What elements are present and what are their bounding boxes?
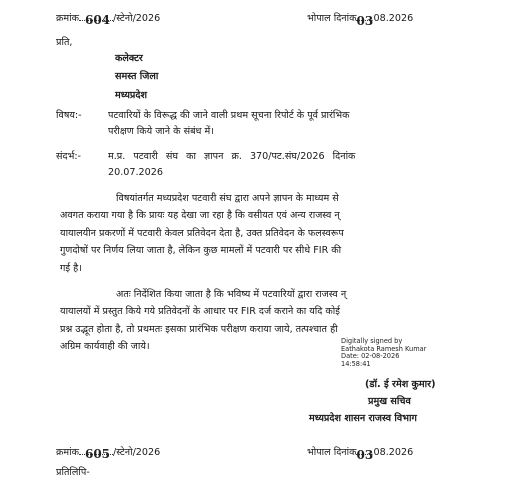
digital-signature-line: Date: 02-08-2026 [341, 352, 400, 361]
addressee-line-1: कलेक्टर [115, 53, 143, 64]
paragraph-1-line: विषयांतर्गत मध्यप्रदेश पटवारी संघ द्वारा अपने ज्ञापन के माध्यम से [116, 193, 339, 204]
date-rest: .08.2026 [370, 13, 414, 24]
paragraph-2-line: अतः निर्देशित किया जाता है कि भविष्य में पटवारियों द्वारा राजस्व न् [116, 289, 347, 300]
paragraph-2-line: अग्रिम कार्यवाही की जाये। [60, 341, 150, 353]
order-number-line [56, 13, 160, 25]
reference-line-1: म.प्र. पटवारी संघ का ज्ञापन क्र. 370/पट.संघ/2026 दिनांक [108, 151, 356, 162]
paragraph-1 [60, 190, 344, 277]
order-number-suffix: /स्टेनो/2026 [112, 13, 161, 24]
place-date-line [307, 13, 414, 28]
reference-line-2: 20.07.2026 [108, 167, 163, 178]
digital-signature [341, 338, 426, 368]
subject-label: विषय:- [56, 110, 82, 121]
addressee-line-2: समस्त जिला [115, 71, 159, 82]
order-number-label: क्रमांक [56, 13, 79, 24]
place-date-line-2 [307, 447, 414, 462]
order-number-suffix-2: /स्टेनो/2026 [112, 447, 161, 458]
order-number-line-2 [56, 447, 160, 459]
date-rest-2: .08.2026 [370, 447, 414, 458]
place-date-label: भोपाल दिनांक [307, 13, 357, 24]
paragraph-1-line: गई है। [60, 262, 82, 274]
signatory-name: (डॉ. ई रमेश कुमार) [365, 379, 436, 390]
addressee-line-3: मध्यप्रदेश [115, 90, 147, 101]
reference-label: संदर्भ:- [56, 151, 82, 162]
subject-line-2: परीक्षण किये जाने के संबंध में। [108, 126, 214, 137]
paragraph-1-line: अवगत कराया गया है कि प्रायः यह देखा जा रहा है कि वसीयत एवं अन्य राजस्व न् [60, 210, 340, 222]
copy-to-label: प्रतिलिपि- [56, 467, 90, 478]
digital-signature-line: Eathakota Ramesh Kumar [341, 344, 427, 353]
paragraph-2-line: यायालयों में प्रस्तुत किये गये प्रतिवेदनों के आधार पर FIR दर्ज कराने का यदि कोई [60, 306, 340, 318]
place-date-label-2: भोपाल दिनांक [307, 447, 357, 458]
paragraph-1-line: यायालयीन प्रकरणों में पटवारी केवल प्रतिवेदन देता है, उक्त प्रतिवेदन के फलस्वरूप [60, 227, 344, 239]
date-day-handwritten: 03 [356, 14, 374, 28]
date-day-handwritten-2: 03 [356, 448, 374, 462]
subject-line-1: पटवारियों के विरूद्ध की जाने वाली प्रथम सूचना रिपोर्ट के पूर्व प्रारंभिक [108, 110, 350, 121]
paragraph-2-line: प्रश्न उद्भूत होता है, तो प्रथमतः इसका प्रारंभिक परीक्षण कराया जाये, तत्पश्चात ही [60, 323, 338, 335]
paragraph-2 [60, 286, 346, 356]
paragraph-1-line: गुणदोषों पर निर्णय लिया जाता है, लेकिन कुछ मामलों में पटवारी पर सीधे FIR की [60, 245, 342, 257]
signatory-department: मध्यप्रदेश शासन राजस्व विभाग [309, 413, 417, 424]
order-number-label-2: क्रमांक [56, 447, 79, 458]
digital-signature-line: 14:58:41 [341, 359, 371, 368]
order-number-handwritten: 604 [84, 13, 111, 27]
signatory-designation: प्रमुख सचिव [368, 396, 411, 407]
digital-signature-line: Digitally signed by [341, 337, 403, 345]
order-number-handwritten-2: 605 [84, 447, 111, 461]
prati-label: प्रति, [56, 37, 73, 48]
